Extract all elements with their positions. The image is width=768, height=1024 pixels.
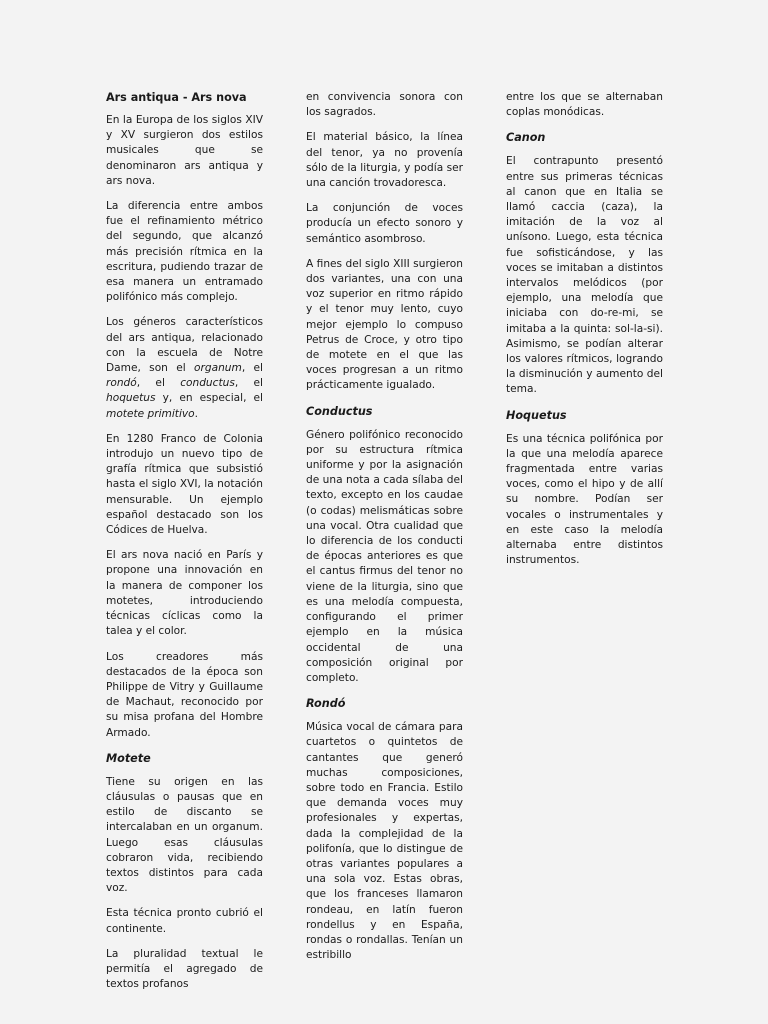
- term-organum: organum: [194, 362, 242, 375]
- text-run: , el: [241, 362, 263, 375]
- term-conductus: conductus: [180, 377, 235, 390]
- section-heading-hoquetus: Hoquetus: [506, 408, 567, 422]
- paragraph: El contrapunto presentó entre sus primeras técnicas al canon que en Italia se llamó caccia (caza), la imitación de la voz al unísono. Luego, esta técnica fue sofisticándose, y las voces se imitaban a distintos intervalos melódicos (por ejemplo, una melodía que iniciaba con do-re-mi, se imitaba a la quinta: sol-la-si). Asimismo, se podían alterar los valores rítmicos, logrando la disminución y aumento del tema.: [506, 155, 663, 396]
- paragraph: A fines del siglo XIII surgieron dos variantes, una con una voz superior en ritmo rápido y el tenor muy lento, cuyo mejor ejemplo lo compuso Petrus de Croce, y otro tipo de motete en el que las voces progresan a un ritmo prácticamente igualado.: [306, 257, 463, 392]
- paragraph: La conjunción de voces producía un efecto sonoro y semántico asombroso.: [306, 202, 463, 245]
- text-run: , el: [234, 377, 263, 390]
- paragraph: En 1280 Franco de Colonia introdujo un nuevo tipo de grafía rítmica que subsistió hasta el siglo XVI, la notación mensurable. Un ejemplo español destacado son los Códices de Huelva.: [106, 432, 263, 537]
- paragraph: entre los que se alternaban coplas monódicas.: [506, 91, 663, 119]
- paragraph: La diferencia entre ambos fue el refinamiento métrico del segundo, que alcanzó más precisión rítmica en la escritura, pudiendo trazar de esa manera un entramado polifónico más complejo.: [106, 200, 263, 304]
- paragraph: El ars nova nació en París y propone una innovación en la manera de componer los motetes, introduciendo técnicas cíclicas como la talea y el color.: [106, 549, 263, 638]
- paragraph: La pluralidad textual le permitía el agregado de textos profanos: [106, 947, 263, 991]
- paragraph: en convivencia sonora con los sagrados.: [306, 91, 463, 119]
- text-run: Los géneros característicos del ars antiqua, relacionado con la escuela de Notre Dame, son el: [106, 316, 263, 375]
- term-hoquetus: hoquetus: [106, 392, 156, 405]
- column-3: [506, 90, 663, 578]
- paragraph: Tiene su origen en las cláusulas o pausas que en estilo de discanto se intercalaban en un organum. Luego esas cláusulas cobraron vida, recibiendo textos distintos para cada voz.: [106, 775, 263, 895]
- term-motete-primitivo: motete primitivo: [106, 407, 195, 420]
- paragraph: Esta técnica pronto cubrió el continente.: [106, 907, 263, 935]
- text-run: .: [194, 407, 199, 420]
- paragraph: Es una técnica polifónica por la que una melodía aparece fragmentada entre varias voces, como el hipo y de allí su nombre. Podían ser vocales o instrumentales y en este caso la melodía alternaba entre distintos instrumentos.: [506, 432, 663, 567]
- paragraph-genres: [106, 315, 263, 421]
- column-2: [306, 90, 463, 973]
- paragraph: Música vocal de cámara para cuartetos o quintetos de cantantes que generó muchas composiciones, sobre todo en Francia. Estilo que demanda voces muy profesionales y expertas, dada la complejidad de la polifonía, que lo distingue de otras variantes populares a una sola voz. Estas obras, que los franceses llamaron rondeau, en latín fueron rondellus y en España, rondas o rondallas. Tenían un estribillo: [306, 721, 463, 962]
- text-run: , el: [136, 377, 181, 390]
- section-heading-rondo: Rondó: [306, 697, 346, 711]
- column-1: [106, 90, 263, 1002]
- section-heading-conductus: Conductus: [306, 404, 373, 418]
- paragraph: Los creadores más destacados de la época son Philippe de Vitry y Guillaume de Machaut, reconocido por su misa profana del Hombre Armado.: [106, 650, 263, 739]
- paragraph: En la Europa de los siglos XIV y XV surgieron dos estilos musicales que se denominaron ars antiqua y ars nova.: [106, 114, 263, 187]
- document-title: Ars antiqua - Ars nova: [106, 91, 247, 104]
- term-rondo: rondó: [106, 377, 137, 390]
- section-heading-canon: Canon: [506, 131, 546, 145]
- text-run: y, en especial, el: [155, 392, 263, 405]
- paragraph: Género polifónico reconocido por su estructura rítmica uniforme y por la asignación de una nota a cada sílaba del texto, excepto en los caudae (o codas) melismáticas sobre una vocal. Otra cualidad que lo diferencia de los conducti de épocas anteriores es que el cantus firmus del tenor no viene de la liturgia, sino que es una melodía compuesta, configurando el primer ejemplo en la música occidental de una composición original por completo.: [306, 428, 463, 684]
- section-heading-motete: Motete: [106, 751, 151, 765]
- paragraph: El material básico, la línea del tenor, ya no provenía sólo de la liturgia, y podía ser una canción trovadoresca.: [306, 131, 463, 190]
